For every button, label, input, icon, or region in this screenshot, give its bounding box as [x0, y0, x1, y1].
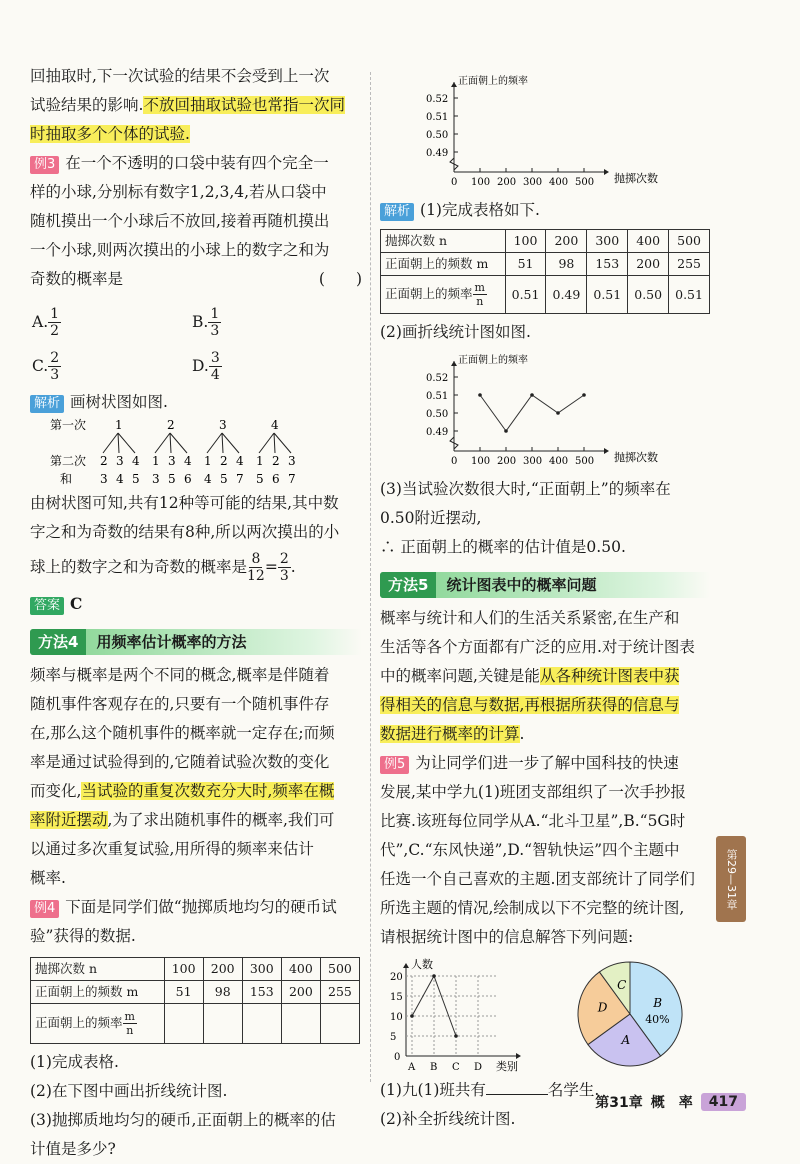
method-5-header: 方法5 统计图表中的概率问题 [380, 572, 710, 598]
table-header: 抛掷次数 n [31, 958, 165, 981]
answer-tag: 答案 [30, 597, 64, 615]
page-footer [595, 1092, 746, 1112]
solution-3-line-3: 球上的数字之和为奇数的概率是 $\frac{8}{12}$ = $\frac{2}{3}$ . [30, 550, 296, 584]
table-cell: 51 [164, 981, 203, 1004]
y-tick-label: 0.50 [426, 130, 449, 141]
option-c: C. $\frac{2}{3}$ [32, 349, 60, 383]
tree-second-label: 第二次 [50, 454, 87, 468]
tree-sum-node: 5 [256, 472, 264, 486]
option-d: D. $\frac{3}{4}$ [192, 349, 220, 383]
tree-branch [259, 433, 274, 453]
tree-second-node: 2 [272, 454, 280, 468]
tree-first-node: 2 [167, 418, 175, 432]
table-row [381, 276, 710, 314]
page-number: 417 [701, 1093, 746, 1111]
y-axis-label: 正面朝上的频率 [458, 76, 528, 87]
table-cell [281, 1004, 320, 1044]
example-5-line-3: 比赛.该班每位同学从A.“北斗卫星”,B.“5G时 [380, 812, 686, 830]
tree-second-node: 4 [236, 454, 244, 468]
example-3-line-2: 样的小球,分别标有数字1,2,3,4,若从口袋中 [30, 183, 327, 201]
solution-4-part-2: (2)画折线统计图如图. [380, 323, 531, 341]
y-tick-label: 0.51 [426, 112, 449, 123]
example-5-line-5: 任选一个自己喜欢的主题.团支部统计了同学们 [380, 870, 695, 888]
table-cell: 255 [320, 981, 359, 1004]
x-axis-label: 抛掷次数 [614, 451, 658, 464]
intro-line-1: 回抽取时,下一次试验的结果不会受到上一次 [30, 67, 330, 85]
method-4-line-8: 概率. [30, 869, 66, 887]
method-4-line-1: 频率与概率是两个不同的概念,概率是伴随着 [30, 666, 330, 684]
solution-4-table [380, 229, 710, 314]
x-tick-label: 0 [451, 456, 458, 467]
tree-second-node: 1 [204, 454, 212, 468]
tree-second-node: 1 [256, 454, 264, 468]
tree-second-node: 2 [100, 454, 108, 468]
solution-3-line-1: 由树状图可知,共有12种等可能的结果,其中数 [30, 494, 339, 512]
example-4-table [30, 957, 360, 1044]
table-header: 正面朝上的频率 $\frac{m}{n}$ [31, 1004, 165, 1044]
x-tick-label: 500 [575, 177, 595, 188]
table-cell: 153 [242, 981, 281, 1004]
table-cell: 500 [669, 230, 710, 253]
table-cell: 200 [203, 958, 242, 981]
tree-sum-label: 和 [60, 472, 73, 486]
tree-sum-node: 6 [272, 472, 280, 486]
y-tick-label: 5 [390, 1032, 397, 1043]
tree-second-node: 2 [220, 454, 228, 468]
example-3-line-3: 随机摸出一个小球后不放回,接着再随机摸出 [30, 212, 330, 230]
table-cell [242, 1004, 281, 1044]
intro-line-3: 时抽取多个个体的试验. [30, 125, 190, 143]
data-point [478, 393, 482, 397]
tree-second-node: 3 [168, 454, 176, 468]
method-5-line-3: 中的概率问题,关键是能从各种统计图表中获 [380, 667, 680, 685]
table-cell: 0.51 [505, 276, 546, 314]
x-tick-label: 100 [471, 177, 491, 188]
example-5-question-1: (1)九(1)班共有 名学生. [380, 1081, 600, 1099]
pie-percent-label: 40% [645, 1013, 670, 1027]
tree-first-node: 1 [115, 418, 123, 432]
table-cell: 98 [203, 981, 242, 1004]
tree-sum-node: 3 [152, 472, 160, 486]
x-tick-label: 300 [523, 456, 543, 467]
example-5-line-7: 请根据统计图中的信息解答下列问题: [380, 928, 634, 946]
table-row [31, 958, 360, 981]
table-cell: 300 [242, 958, 281, 981]
tree-branch [118, 433, 119, 453]
example-tag: 例3 [30, 156, 59, 174]
x-tick-label: 0 [451, 177, 458, 188]
tree-branch [274, 433, 291, 453]
y-tick-label: 10 [390, 1012, 403, 1023]
table-cell: 200 [281, 981, 320, 1004]
series-line [480, 395, 584, 431]
table-header: 正面朝上的频数 m [381, 253, 506, 276]
x-tick-label: 200 [497, 177, 517, 188]
y-tick-label: 20 [390, 972, 403, 983]
table-cell [164, 1004, 203, 1044]
solution-4-conclusion: ∴ 正面朝上的概率的估计值是0.50. [380, 538, 626, 556]
question-3-line-2: 计值是多少? [30, 1140, 116, 1158]
tree-sum-node: 4 [116, 472, 124, 486]
solution-tag: 解析 [380, 203, 414, 221]
solution-3-line-2: 字之和为奇数的结果有8种,所以两次摸出的小 [30, 523, 340, 541]
y-tick-label: 0.49 [426, 427, 449, 438]
people-line-chart [380, 956, 550, 1076]
table-cell: 100 [505, 230, 546, 253]
y-tick-label: 15 [390, 992, 403, 1003]
y-tick-label: 0.51 [426, 391, 449, 402]
chapter-side-tab: 第29—31章 [716, 836, 746, 922]
table-row [381, 253, 710, 276]
example-tag: 例5 [380, 756, 409, 774]
table-cell: 300 [587, 230, 628, 253]
table-cell: 100 [164, 958, 203, 981]
x-axis-label: 抛掷次数 [614, 172, 658, 185]
x-tick-label: A [408, 1062, 416, 1073]
example-5-line-2: 发展,某中学九(1)班团支部组织了一次手抄报 [380, 783, 686, 801]
frequency-line-chart [420, 347, 720, 475]
tree-branch [103, 433, 118, 453]
example-4-line-2: 验”获得的数据. [30, 927, 136, 945]
data-point [410, 1014, 414, 1018]
x-tick-label: 500 [575, 456, 595, 467]
method-4-header: 方法4 用频率估计概率的方法 [30, 629, 362, 655]
table-cell: 153 [587, 253, 628, 276]
example-3-line-4: 一个小球,则两次摸出的小球上的数字之和为 [30, 241, 330, 259]
tree-branch [170, 433, 171, 453]
y-tick-label: 0.49 [426, 148, 449, 159]
tree-second-node: 1 [152, 454, 160, 468]
method-4-line-5: 而变化,当试验的重复次数充分大时,频率在概 [30, 782, 335, 800]
answer-options [32, 300, 362, 388]
tree-sum-node: 5 [220, 472, 228, 486]
tree-sum-node: 4 [204, 472, 212, 486]
solution-3-intro: 解析 画树状图如图. [30, 388, 362, 417]
table-cell [203, 1004, 242, 1044]
y-tick-label: 0.50 [426, 409, 449, 420]
topic-pie-chart [568, 956, 698, 1076]
example-5-charts [380, 956, 710, 1076]
solution-4-intro: 解析 (1)完成表格如下. [380, 196, 710, 225]
method-5-line-2: 生活等各个方面都有广泛的应用.对于统计图表 [380, 638, 695, 656]
x-tick-label: 300 [523, 177, 543, 188]
right-column [380, 68, 710, 1134]
x-tick-label: 200 [497, 456, 517, 467]
example-3-line-1: 例3 在一个不透明的口袋中装有四个完全一 [30, 149, 362, 178]
x-axis-label: 类别 [496, 1060, 518, 1073]
example-tag: 例4 [30, 900, 59, 918]
data-point [432, 974, 436, 978]
table-cell: 200 [546, 230, 587, 253]
method-5-line-5: 数据进行概率的计算. [380, 725, 525, 743]
example-5-line-1: 例5 为让同学们进一步了解中国科技的快速 [380, 749, 710, 778]
example-5-line-6: 所选主题的情况,绘制成以下不完整的统计图, [380, 899, 685, 917]
table-cell: 0.51 [587, 276, 628, 314]
tree-sum-node: 6 [184, 472, 192, 486]
x-axis-arrow [604, 169, 609, 175]
pie-label: C [617, 977, 627, 992]
tree-branch [207, 433, 222, 453]
example-3-line-5: 奇数的概率是 ( ) [30, 270, 362, 288]
question-1: (1)完成表格. [30, 1053, 119, 1071]
method-4-line-3: 在,那么这个随机事件的概率就一定存在;而频 [30, 724, 335, 742]
x-tick-label: D [474, 1062, 483, 1073]
table-cell: 0.50 [628, 276, 669, 314]
table-cell: 98 [546, 253, 587, 276]
example-5-line-4: 代”,C.“东风快递”,D.“智轨快运”四个主题中 [380, 841, 680, 859]
tree-first-node: 3 [219, 418, 227, 432]
table-cell: 400 [281, 958, 320, 981]
table-header: 正面朝上的频率 $\frac{m}{n}$ [381, 276, 506, 314]
solution-4-part-3-line-1: (3)当试验次数很大时,“正面朝上”的频率在 [380, 480, 671, 498]
table-row [381, 230, 710, 253]
data-point [556, 411, 560, 415]
table-row [31, 1004, 360, 1044]
x-axis-arrow [604, 448, 609, 454]
method-5-line-4: 得相关的信息与数据,再根据所获得的信息与 [380, 696, 680, 714]
y-axis-arrow [451, 82, 457, 87]
solution-4-part-3-line-2: 0.50附近摆动, [380, 509, 482, 527]
table-cell: 400 [628, 230, 669, 253]
tree-sum-node: 5 [168, 472, 176, 486]
table-cell: 255 [669, 253, 710, 276]
x-tick-label: C [452, 1062, 460, 1073]
tree-sum-node: 7 [236, 472, 244, 486]
method-5-line-1: 概率与统计和人们的生活关系紧密,在生产和 [380, 609, 680, 627]
tree-diagram [50, 417, 350, 489]
data-point [530, 393, 534, 397]
tree-first-label: 第一次 [50, 418, 87, 432]
data-point [454, 1034, 458, 1038]
pie-label: B [653, 996, 663, 1011]
footer-title: 概 率 [650, 1095, 693, 1111]
left-column [30, 62, 362, 1164]
y-axis-label: 正面朝上的频率 [458, 355, 528, 366]
method-4-line-2: 随机事件客观存在的,只要有一个随机事件存 [30, 695, 330, 713]
x-tick-label: 100 [471, 456, 491, 467]
empty-frequency-chart [420, 68, 720, 196]
footer-chapter: 第31章 [595, 1095, 643, 1111]
tree-branch [274, 433, 275, 453]
y-tick-label: 0.52 [426, 373, 449, 384]
tree-second-node: 4 [132, 454, 140, 468]
table-cell: 0.49 [546, 276, 587, 314]
tree-sum-node: 3 [100, 472, 108, 486]
x-tick-label: B [430, 1062, 438, 1073]
option-b: B. $\frac{1}{3}$ [192, 305, 220, 339]
table-cell: 0.51 [669, 276, 710, 314]
answer-blank[interactable] [486, 1080, 548, 1095]
y-axis-arrow [451, 361, 457, 366]
y-tick-label: 0.52 [426, 94, 449, 105]
tree-branch [222, 433, 239, 453]
table-row [31, 981, 360, 1004]
pie-label: A [621, 1033, 631, 1048]
tree-second-node: 3 [116, 454, 124, 468]
tree-branch [118, 433, 135, 453]
table-header: 抛掷次数 n [381, 230, 506, 253]
table-cell: 200 [628, 253, 669, 276]
data-point [504, 429, 508, 433]
method-4-line-4: 率是通过试验得到的,它随着试验次数的变化 [30, 753, 330, 771]
x-axis-arrow [516, 1053, 521, 1059]
table-cell: 500 [320, 958, 359, 981]
x-tick-label: 400 [549, 177, 569, 188]
example-5-question-2: (2)补全折线统计图. [380, 1110, 516, 1128]
example-4-line-1: 例4 下面是同学们做“抛掷质地均匀的硬币试 [30, 893, 362, 922]
table-cell [320, 1004, 359, 1044]
y-tick-label: 0 [394, 1052, 401, 1063]
tree-second-node: 3 [288, 454, 296, 468]
question-2: (2)在下图中画出折线统计图. [30, 1082, 228, 1100]
table-cell: 51 [505, 253, 546, 276]
tree-branch [222, 433, 223, 453]
tree-branch [170, 433, 187, 453]
option-a: A. $\frac{1}{2}$ [32, 305, 60, 339]
data-point [582, 393, 586, 397]
tree-sum-node: 7 [288, 472, 296, 486]
tree-sum-node: 5 [132, 472, 140, 486]
question-3-line-1: (3)抛掷质地均匀的硬币,正面朝上的概率的估 [30, 1111, 336, 1129]
answer-line: 答案 C [30, 589, 362, 619]
method-4-line-6: 率附近摆动,为了求出随机事件的概率,我们可 [30, 811, 335, 829]
column-divider [370, 72, 371, 1082]
method-4-line-7: 以通过多次重复试验,用所得的频率来估计 [30, 840, 314, 858]
intro-line-2: 试验结果的影响.不放回抽取试验也常指一次同 [30, 96, 345, 114]
tree-second-node: 4 [184, 454, 192, 468]
tree-branch [155, 433, 170, 453]
pie-label: D [597, 1000, 608, 1015]
tree-first-node: 4 [271, 418, 279, 432]
y-axis-label: 人数 [411, 958, 433, 971]
x-tick-label: 400 [549, 456, 569, 467]
solution-tag: 解析 [30, 395, 64, 413]
table-header: 正面朝上的频数 m [31, 981, 165, 1004]
y-axis-arrow [403, 963, 409, 968]
